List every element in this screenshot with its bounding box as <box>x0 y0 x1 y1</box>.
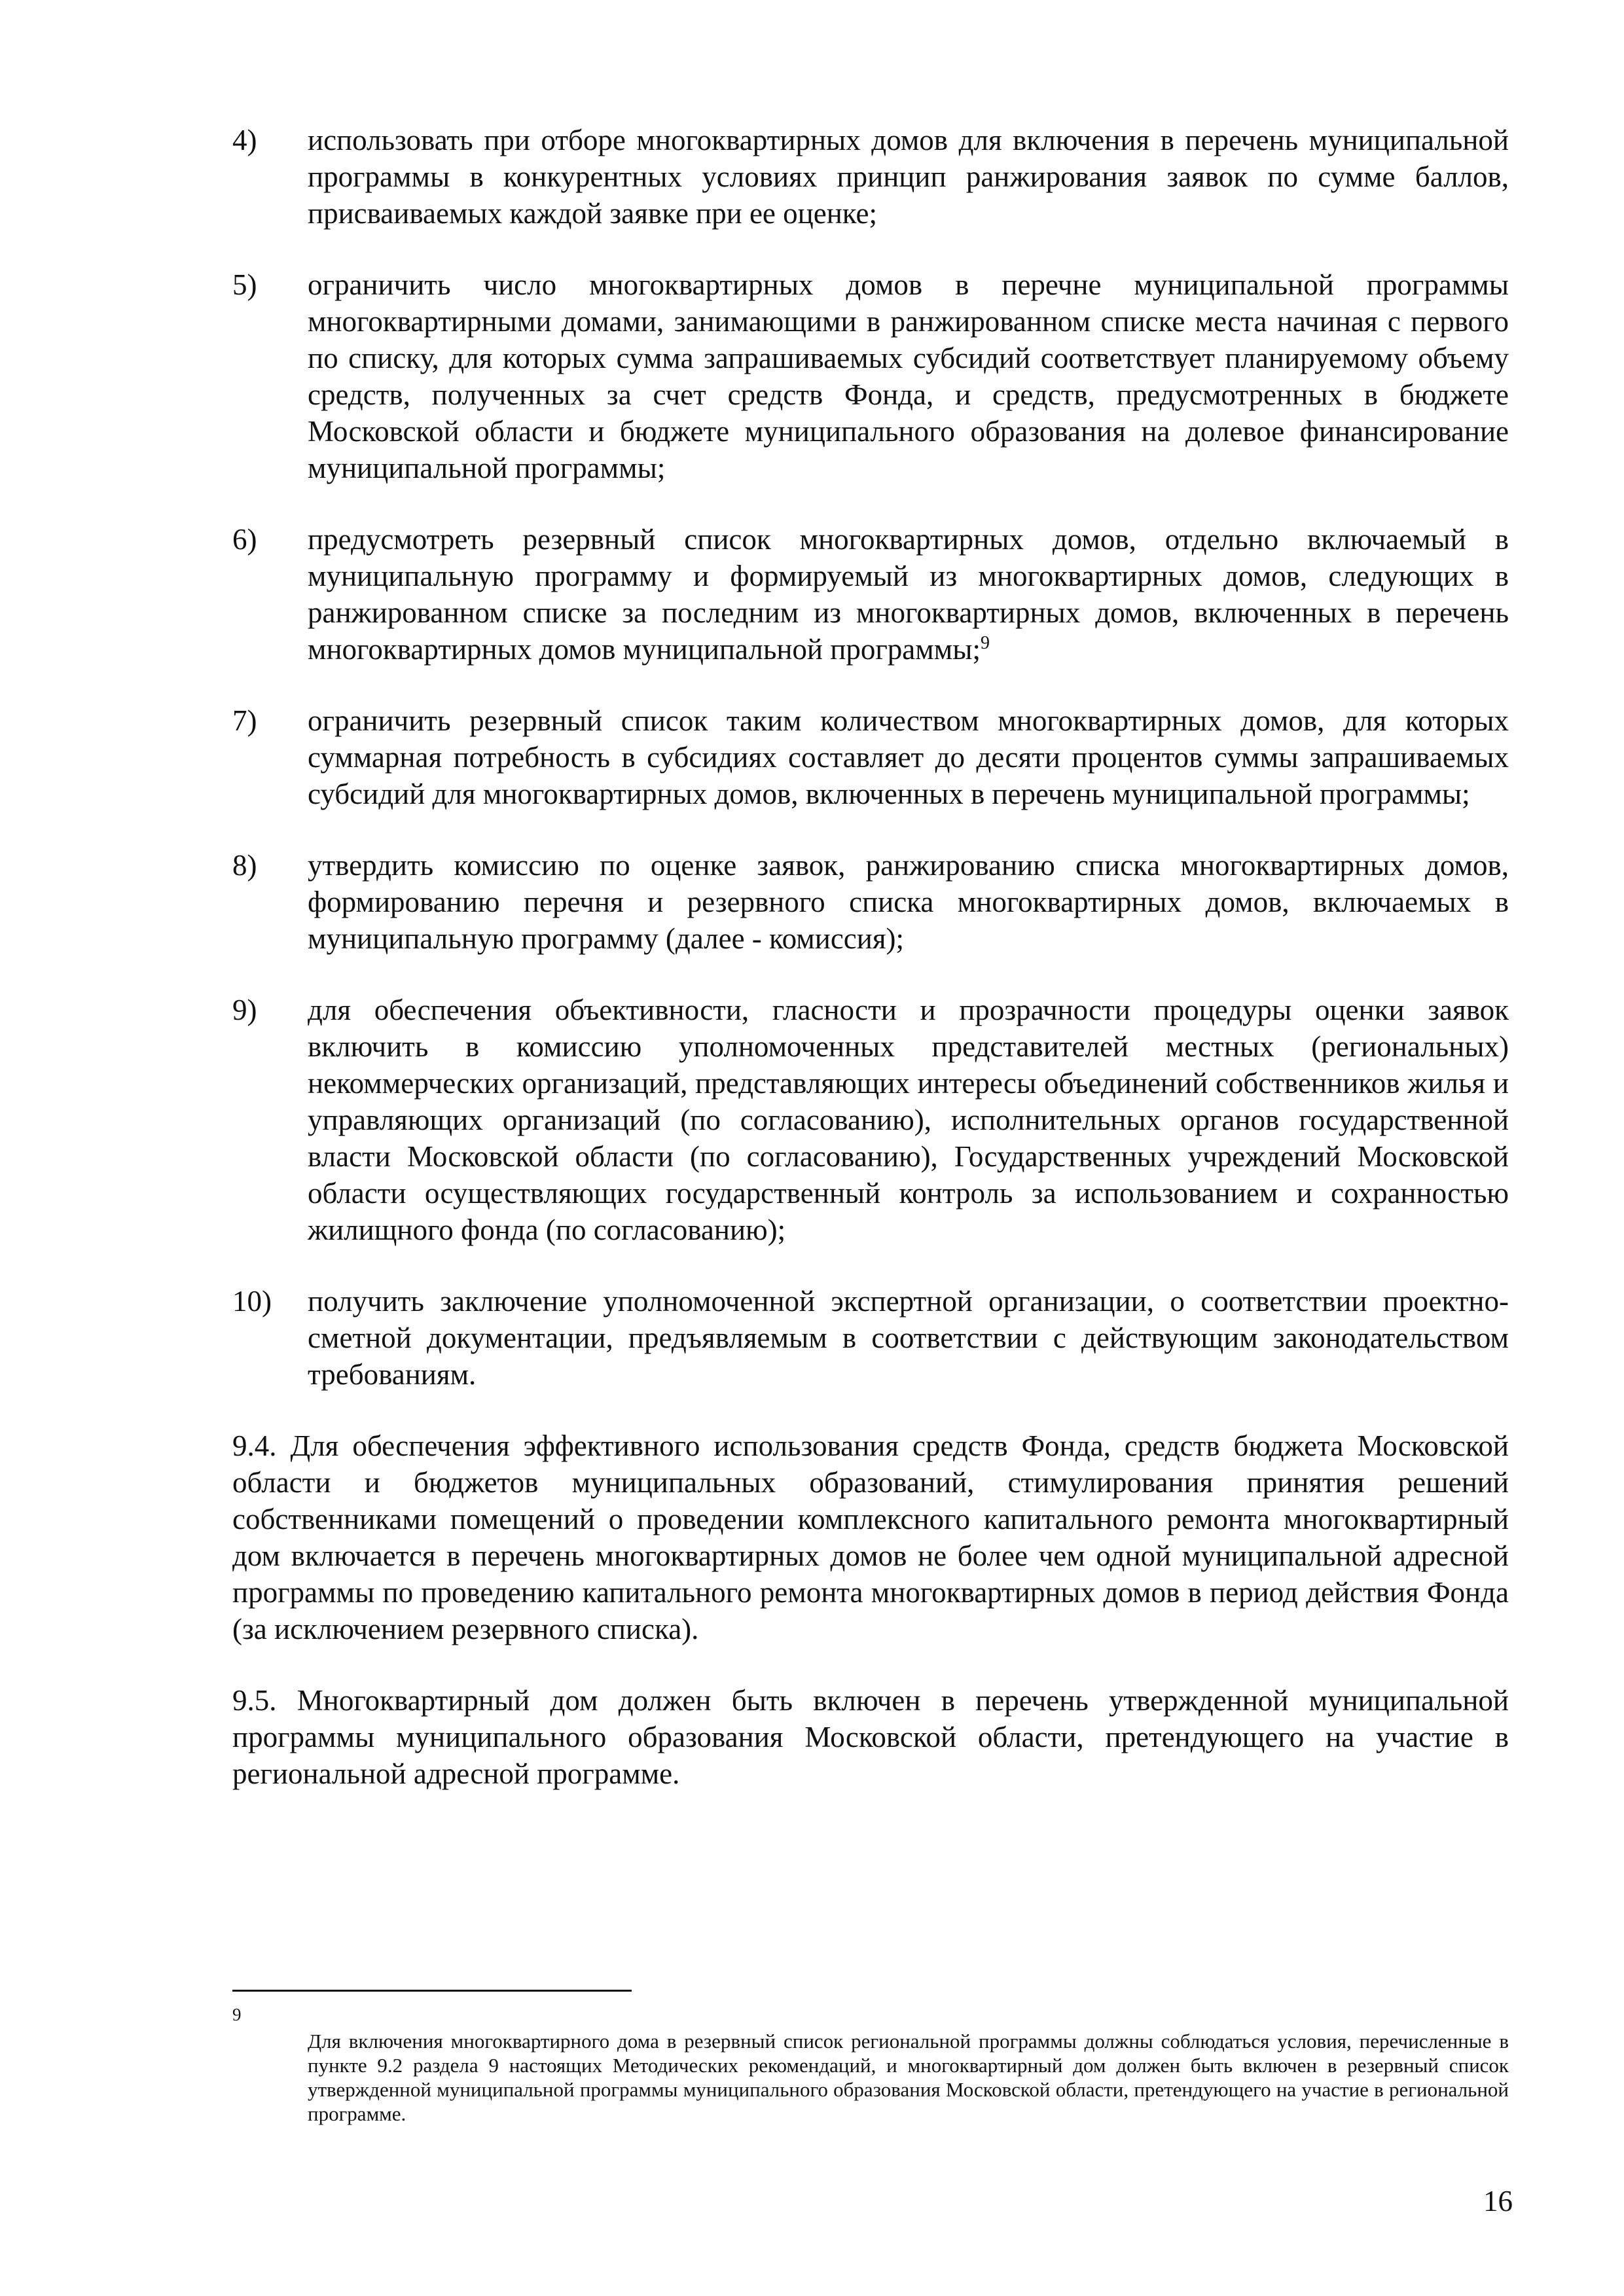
paragraph-9-4: 9.4. Для обеспечения эффективного использования средств Фонда, средств бюджета Московской области и бюджетов муниципальных образований, стимулирования принятия решений собственниками помещений о проведении комплексного капитального ремонта многоквартирный дом включается в перечень многоквартирных домов не более чем одной муниципальной адресной программы по проведению капитального ремонта многоквартирных домов в период действия Фонда (за исключением резервного списка). <box>232 1429 1509 1645</box>
list-item-number: 5) <box>232 268 257 301</box>
list-item-text: для обеспечения объективности, гласности и прозрачности процедуры оценки заявок включить в комиссию уполномоченных представителей местных (региональных) некоммерческих организаций, представляющих интересы объединений собственников жилья и управляющих организаций (по согласованию), исполнительных органов государственной власти Московской области (по согласованию), Государственных учреждений Московской области осуществляющих государственный контроль за использованием и сохранностью жилищного фонда (по согласованию); <box>308 994 1509 1246</box>
list-item-text: ограничить число многоквартирных домов в перечне муниципальной программы многоквартирными домами, занимающими в ранжированном списке места начиная с первого по списку, для которых сумма запрашиваемых субсидий соответствует планируемому объему средств, полученных за счет средств Фонда, и средств, предусмотренных в бюджете Московской области и бюджете муниципального образования на долевое финансирование муниципальной программы; <box>308 268 1509 484</box>
list-item-4 <box>232 122 1509 232</box>
list-item-6 <box>232 521 1509 668</box>
paragraph-9-5: 9.5. Многоквартирный дом должен быть включен в перечень утвержденной муниципальной программы муниципального образования Московской области, претендующего на участие в региональной адресной программе. <box>232 1684 1509 1790</box>
list-item-number: 9) <box>232 994 257 1026</box>
list-item-9 <box>232 992 1509 1248</box>
footnote-reference[interactable]: 9 <box>980 633 990 653</box>
list-item-text: использовать при отборе многоквартирных домов для включения в перечень муниципальной программы в конкурентных условиях принцип ранжирования заявок по сумме баллов, присваиваемых каждой заявке при ее оценке; <box>308 124 1509 230</box>
list-item-number: 10) <box>232 1285 272 1318</box>
list-item-text: получить заключение уполномоченной экспертной организации, о соответствии проектно-сметной документации, предъявляемым в соответствии с действующим законодательством требованиям. <box>308 1285 1509 1391</box>
footnote <box>232 2003 1509 2126</box>
list-item-number: 7) <box>232 704 257 737</box>
list-item-text: утвердить комиссию по оценке заявок, ранжированию списка многоквартирных домов, формированию перечня и резервного списка многоквартирных домов, включаемых в муниципальную программу (далее - комиссия); <box>308 849 1509 955</box>
list-item-8 <box>232 847 1509 957</box>
list-item-text: предусмотреть резервный список многоквартирных домов, отдельно включаемый в муниципальную программу и формируемый из многоквартирных домов, следующих в ранжированном списке за последним из многоквартирных домов, включенных в перечень многоквартирных домов муниципальной программы; <box>308 523 1509 666</box>
footnote-divider <box>232 1990 632 1992</box>
list-item-10 <box>232 1283 1509 1393</box>
page-number: 16 <box>1483 2185 1513 2217</box>
footnote-mark: 9 <box>232 2005 242 2024</box>
list-item-number: 8) <box>232 849 257 882</box>
main-content <box>232 122 1509 1827</box>
list-item-7 <box>232 702 1509 812</box>
list-item-5 <box>232 266 1509 486</box>
footnote-text: Для включения многоквартирного дома в резервный список региональной программы должны соблюдаться условия, перечисленные в пункте 9.2 раздела 9 настоящих Методических рекомендаций, и многоквартирный дом должен быть включен в резервный список утвержденной муниципальной программы муниципального образования Московской области, претендующего на участие в региональной программе. <box>308 2030 1509 2125</box>
list-item-text-with-footnote <box>308 521 1509 668</box>
list-item-number: 6) <box>232 523 257 556</box>
list-item-number: 4) <box>232 124 257 156</box>
list-item-text: ограничить резервный список таким количеством многоквартирных домов, для которых суммарная потребность в субсидиях составляет до десяти процентов суммы запрашиваемых субсидий для многоквартирных домов, включенных в перечень муниципальной программы; <box>308 704 1509 810</box>
